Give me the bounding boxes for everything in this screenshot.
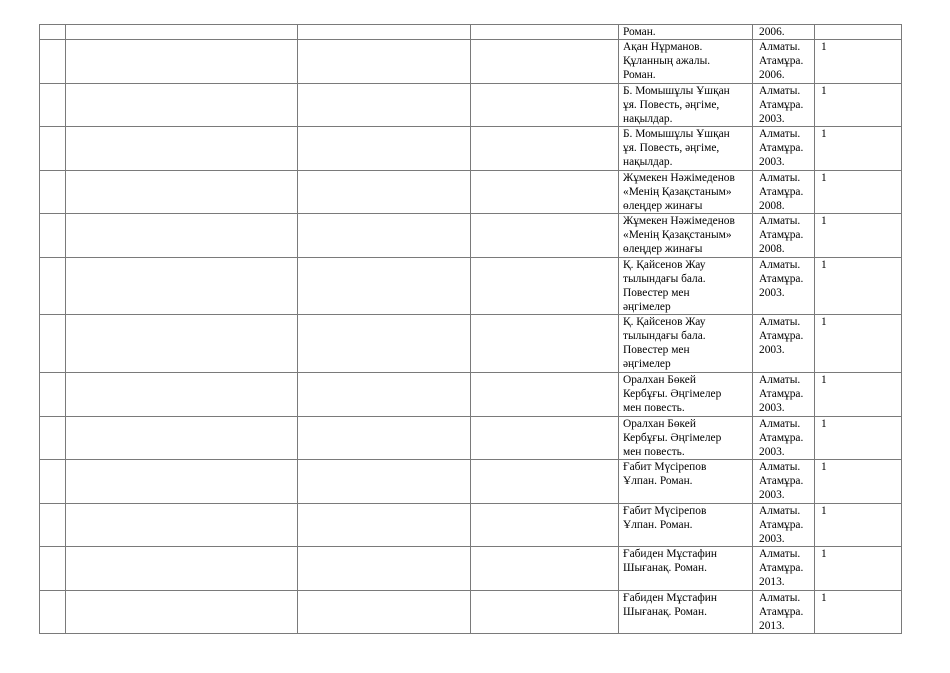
blank-cell bbox=[471, 127, 619, 171]
table-row bbox=[40, 171, 902, 214]
blank-cell bbox=[298, 547, 471, 591]
book-title-line: Ұлпан. Роман. bbox=[623, 519, 693, 531]
publisher-line: Атамұра. bbox=[759, 330, 804, 342]
publisher-line: Алматы. bbox=[759, 592, 801, 604]
book-title-line: Кербұғы. Әңгімелер bbox=[623, 388, 722, 400]
publisher-cell bbox=[753, 171, 815, 214]
book-title-line: нақылдар. bbox=[623, 156, 673, 168]
publisher-line: Алматы. bbox=[759, 461, 801, 473]
blank-cell bbox=[471, 214, 619, 258]
table-row bbox=[40, 373, 902, 417]
book-title-line: Шығанақ. Роман. bbox=[623, 562, 707, 574]
book-title-line: Оралхан Бөкей bbox=[623, 418, 696, 430]
number-cell bbox=[40, 460, 66, 504]
publisher-line: Атамұра. bbox=[759, 99, 804, 111]
publisher-cell bbox=[753, 417, 815, 460]
publisher-line: Атамұра. bbox=[759, 606, 804, 618]
table-row bbox=[40, 547, 902, 591]
book-title-cell bbox=[619, 315, 753, 373]
blank-cell bbox=[66, 25, 298, 40]
book-title-line: нақылдар. bbox=[623, 113, 673, 125]
book-title-line: Қ. Қайсенов Жау bbox=[623, 259, 706, 271]
book-title-line: өлеңдер жинағы bbox=[623, 200, 703, 212]
book-title-line: Ғабиден Мұстафин bbox=[623, 592, 717, 604]
publisher-line: 2008. bbox=[759, 243, 785, 255]
blank-cell bbox=[298, 171, 471, 214]
publisher-cell bbox=[753, 504, 815, 547]
publisher-cell bbox=[753, 40, 815, 84]
number-cell bbox=[40, 373, 66, 417]
blank-cell bbox=[298, 258, 471, 315]
publisher-line: 2003. bbox=[759, 402, 785, 414]
publisher-line: 2003. bbox=[759, 533, 785, 545]
table-row bbox=[40, 214, 902, 258]
number-cell bbox=[40, 127, 66, 171]
table-row bbox=[40, 84, 902, 127]
blank-cell bbox=[66, 591, 298, 634]
blank-cell bbox=[66, 171, 298, 214]
book-title-line: Құланның ажалы. bbox=[623, 55, 711, 67]
blank-cell bbox=[471, 40, 619, 84]
table-row bbox=[40, 504, 902, 547]
publisher-line: Атамұра. bbox=[759, 55, 804, 67]
publisher-cell bbox=[753, 315, 815, 373]
book-title-cell bbox=[619, 40, 753, 84]
number-cell bbox=[40, 591, 66, 634]
table-row bbox=[40, 25, 902, 40]
book-title-line: Ғабиден Мұстафин bbox=[623, 548, 717, 560]
publisher-line: 2003. bbox=[759, 489, 785, 501]
book-title-line: Повестер мен bbox=[623, 287, 690, 299]
blank-cell bbox=[471, 417, 619, 460]
number-cell bbox=[40, 504, 66, 547]
blank-cell bbox=[471, 373, 619, 417]
publisher-line: Алматы. bbox=[759, 505, 801, 517]
number-cell bbox=[40, 417, 66, 460]
book-title-line: Оралхан Бөкей bbox=[623, 374, 696, 386]
book-title-cell bbox=[619, 171, 753, 214]
quantity-cell: 1 bbox=[815, 258, 902, 315]
book-title-line: өлеңдер жинағы bbox=[623, 243, 703, 255]
publisher-line: 2003. bbox=[759, 156, 785, 168]
publisher-line: Атамұра. bbox=[759, 475, 804, 487]
quantity-cell: 1 bbox=[815, 315, 902, 373]
table-row bbox=[40, 591, 902, 634]
blank-cell bbox=[66, 417, 298, 460]
publisher-line: Атамұра. bbox=[759, 432, 804, 444]
blank-cell bbox=[298, 84, 471, 127]
book-title-line: Повестер мен bbox=[623, 344, 690, 356]
publisher-line: Алматы. bbox=[759, 172, 801, 184]
blank-cell bbox=[66, 127, 298, 171]
quantity-cell: 1 bbox=[815, 171, 902, 214]
number-cell bbox=[40, 214, 66, 258]
book-title-cell bbox=[619, 547, 753, 591]
book-title-cell bbox=[619, 25, 753, 40]
publisher-line: Алматы. bbox=[759, 215, 801, 227]
blank-cell bbox=[298, 127, 471, 171]
book-title-cell bbox=[619, 417, 753, 460]
publisher-line: Атамұра. bbox=[759, 229, 804, 241]
book-title-line: Б. Момышұлы Ұшқан bbox=[623, 128, 730, 140]
book-title-line: Роман. bbox=[623, 26, 656, 38]
table-row bbox=[40, 460, 902, 504]
publisher-cell bbox=[753, 591, 815, 634]
book-title-line: «Менің Қазақстаным» bbox=[623, 186, 732, 198]
publisher-line: 2008. bbox=[759, 200, 785, 212]
table-row bbox=[40, 315, 902, 373]
book-title-cell bbox=[619, 373, 753, 417]
book-title-line: мен повесть. bbox=[623, 402, 685, 414]
book-title-cell bbox=[619, 214, 753, 258]
blank-cell bbox=[66, 315, 298, 373]
quantity-cell: 1 bbox=[815, 214, 902, 258]
blank-cell bbox=[66, 373, 298, 417]
quantity-cell: 1 bbox=[815, 127, 902, 171]
publisher-line: 2003. bbox=[759, 113, 785, 125]
publisher-line: Атамұра. bbox=[759, 142, 804, 154]
publisher-line: 2003. bbox=[759, 287, 785, 299]
publisher-cell bbox=[753, 373, 815, 417]
publisher-line: Алматы. bbox=[759, 259, 801, 271]
publisher-line: Алматы. bbox=[759, 418, 801, 430]
book-title-line: мен повесть. bbox=[623, 446, 685, 458]
book-title-line: Б. Момышұлы Ұшқан bbox=[623, 85, 730, 97]
blank-cell bbox=[66, 547, 298, 591]
publisher-line: Атамұра. bbox=[759, 388, 804, 400]
blank-cell bbox=[471, 547, 619, 591]
publisher-cell bbox=[753, 214, 815, 258]
quantity-cell: 1 bbox=[815, 373, 902, 417]
publisher-cell bbox=[753, 258, 815, 315]
book-title-line: Роман. bbox=[623, 69, 656, 81]
book-title-line: Ұлпан. Роман. bbox=[623, 475, 693, 487]
blank-cell bbox=[298, 460, 471, 504]
blank-cell bbox=[471, 591, 619, 634]
number-cell bbox=[40, 171, 66, 214]
publisher-line: Алматы. bbox=[759, 548, 801, 560]
blank-cell bbox=[471, 504, 619, 547]
book-title-line: Қ. Қайсенов Жау bbox=[623, 316, 706, 328]
publisher-line: Алматы. bbox=[759, 41, 801, 53]
book-title-cell bbox=[619, 84, 753, 127]
number-cell bbox=[40, 25, 66, 40]
publisher-line: Атамұра. bbox=[759, 562, 804, 574]
publisher-line: 2013. bbox=[759, 620, 785, 632]
book-title-line: тылындағы бала. bbox=[623, 273, 706, 285]
book-title-line: Шығанақ. Роман. bbox=[623, 606, 707, 618]
blank-cell bbox=[298, 504, 471, 547]
blank-cell bbox=[66, 460, 298, 504]
book-title-line: Жұмекен Нәжімеденов bbox=[623, 172, 735, 184]
blank-cell bbox=[298, 591, 471, 634]
publisher-line: 2006. bbox=[759, 26, 785, 38]
publisher-line: 2006. bbox=[759, 69, 785, 81]
number-cell bbox=[40, 40, 66, 84]
blank-cell bbox=[66, 40, 298, 84]
number-cell bbox=[40, 84, 66, 127]
book-title-cell bbox=[619, 127, 753, 171]
publisher-line: Алматы. bbox=[759, 128, 801, 140]
publisher-cell bbox=[753, 547, 815, 591]
blank-cell bbox=[66, 504, 298, 547]
blank-cell bbox=[471, 315, 619, 373]
quantity-cell: 1 bbox=[815, 504, 902, 547]
book-title-cell bbox=[619, 460, 753, 504]
book-title-line: Ғабит Мүсірепов bbox=[623, 505, 707, 517]
blank-cell bbox=[298, 40, 471, 84]
quantity-cell: 1 bbox=[815, 84, 902, 127]
publisher-cell bbox=[753, 127, 815, 171]
publisher-line: Алматы. bbox=[759, 374, 801, 386]
blank-cell bbox=[298, 373, 471, 417]
table-row bbox=[40, 40, 902, 84]
blank-cell bbox=[298, 417, 471, 460]
book-title-line: ұя. Повесть, әңгіме, bbox=[623, 99, 720, 111]
publisher-line: Атамұра. bbox=[759, 186, 804, 198]
book-title-line: Ақан Нұрманов. bbox=[623, 41, 703, 53]
publisher-line: Алматы. bbox=[759, 85, 801, 97]
table-row bbox=[40, 417, 902, 460]
number-cell bbox=[40, 315, 66, 373]
number-cell bbox=[40, 258, 66, 315]
blank-cell bbox=[471, 460, 619, 504]
book-title-line: тылындағы бала. bbox=[623, 330, 706, 342]
quantity-cell: 1 bbox=[815, 547, 902, 591]
publisher-cell bbox=[753, 25, 815, 40]
book-list-table bbox=[39, 24, 902, 634]
publisher-cell bbox=[753, 84, 815, 127]
publisher-line: 2003. bbox=[759, 446, 785, 458]
number-cell bbox=[40, 547, 66, 591]
blank-cell bbox=[298, 315, 471, 373]
quantity-cell bbox=[815, 25, 902, 40]
blank-cell bbox=[471, 171, 619, 214]
book-title-line: әңгімелер bbox=[623, 358, 671, 370]
publisher-line: Алматы. bbox=[759, 316, 801, 328]
table-row bbox=[40, 127, 902, 171]
publisher-cell bbox=[753, 460, 815, 504]
book-title-line: «Менің Қазақстаным» bbox=[623, 229, 732, 241]
blank-cell bbox=[66, 214, 298, 258]
quantity-cell: 1 bbox=[815, 40, 902, 84]
blank-cell bbox=[471, 25, 619, 40]
table-row bbox=[40, 258, 902, 315]
book-title-line: әңгімелер bbox=[623, 301, 671, 313]
blank-cell bbox=[66, 258, 298, 315]
publisher-line: 2013. bbox=[759, 576, 785, 588]
book-title-line: Кербұғы. Әңгімелер bbox=[623, 432, 722, 444]
book-title-cell bbox=[619, 258, 753, 315]
book-title-cell bbox=[619, 591, 753, 634]
quantity-cell: 1 bbox=[815, 591, 902, 634]
book-title-cell bbox=[619, 504, 753, 547]
publisher-line: Атамұра. bbox=[759, 273, 804, 285]
quantity-cell: 1 bbox=[815, 417, 902, 460]
quantity-cell: 1 bbox=[815, 460, 902, 504]
blank-cell bbox=[298, 25, 471, 40]
book-title-line: Жұмекен Нәжімеденов bbox=[623, 215, 735, 227]
blank-cell bbox=[471, 258, 619, 315]
blank-cell bbox=[298, 214, 471, 258]
book-title-line: Ғабит Мүсірепов bbox=[623, 461, 707, 473]
publisher-line: Атамұра. bbox=[759, 519, 804, 531]
blank-cell bbox=[471, 84, 619, 127]
book-title-line: ұя. Повесть, әңгіме, bbox=[623, 142, 720, 154]
publisher-line: 2003. bbox=[759, 344, 785, 356]
blank-cell bbox=[66, 84, 298, 127]
